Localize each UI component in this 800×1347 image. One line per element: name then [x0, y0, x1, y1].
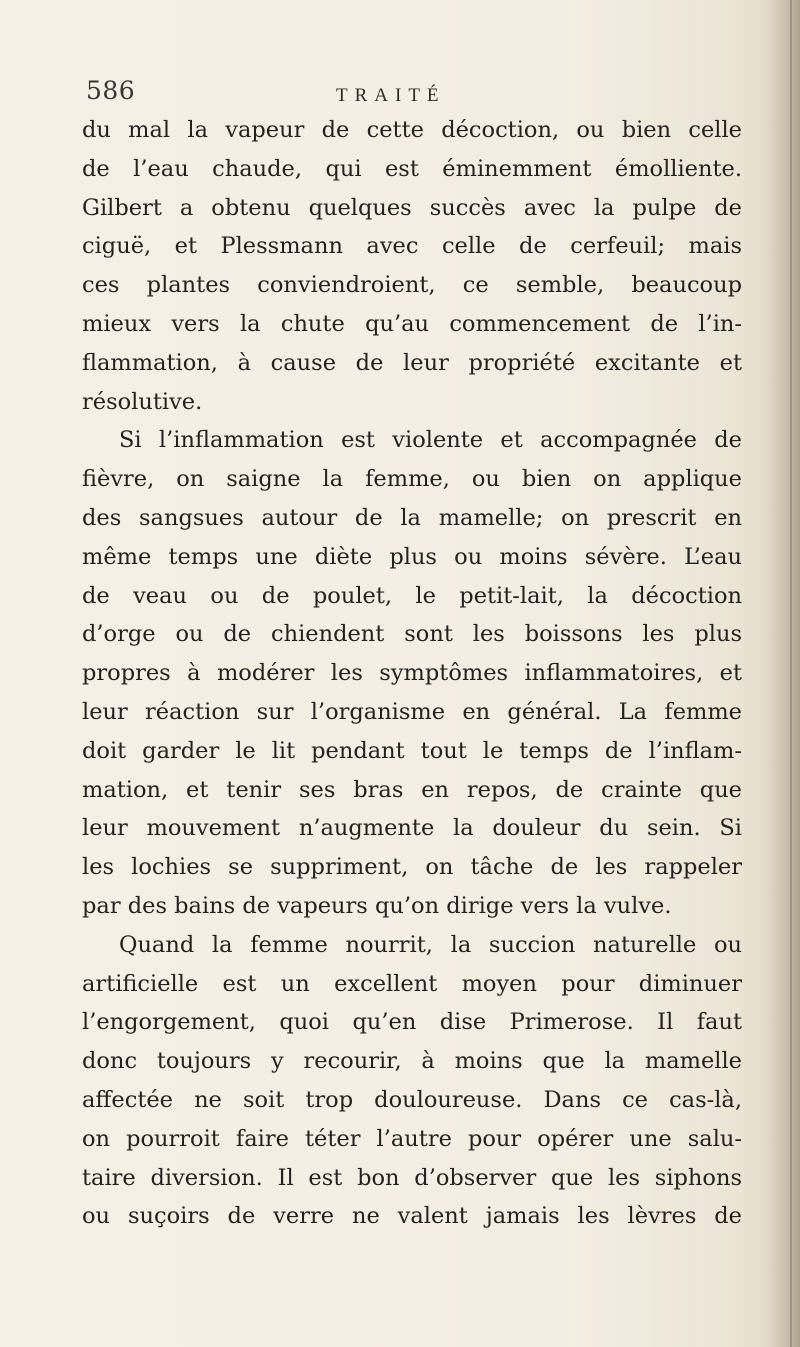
text-line: du mal la vapeur de cette décoction, ou bien celle: [82, 117, 742, 143]
text-line: affectée ne soit trop douloureuse. Dans ce cas-là,: [82, 1086, 742, 1113]
text-line: d’orge ou de chiendent sont les boissons les plus: [82, 621, 742, 648]
text-line: par des bains de vapeurs qu’on dirige vers la vulve.: [82, 892, 672, 919]
text-line: mieux vers la chute qu’au commencement de l’in-: [82, 310, 742, 337]
text-line: Si l’inflammation est violente et accompagnée de: [119, 427, 742, 454]
text-line: résolutive.: [82, 388, 203, 415]
text-line: on pourroit faire téter l’autre pour opérer une salu-: [82, 1125, 742, 1152]
text-line: taire diversion. Il est bon d’observer que les siphons: [82, 1164, 742, 1191]
page-header: [82, 76, 742, 116]
text-line: même temps une diète plus ou moins sévère. L’eau: [82, 543, 742, 570]
text-line: leur mouvement n’augmente la douleur du sein. Si: [82, 815, 742, 842]
text-line: doit garder le lit pendant tout le temps de l’inflam-: [82, 737, 742, 764]
text-line: Gilbert a obtenu quelques succès avec la pulpe de: [82, 194, 742, 221]
text-line: ciguë, et Plessmann avec celle de cerfeuil; mais: [82, 233, 742, 260]
page-edge-shadow: [766, 0, 800, 1347]
text-line: artificielle est un excellent moyen pour diminuer: [82, 970, 742, 997]
page-edge-line: [790, 0, 792, 1347]
text-line: ces plantes conviendroient, ce semble, beaucoup: [82, 272, 742, 299]
running-title: TRAITÉ: [336, 85, 446, 106]
body-text: [82, 111, 742, 1236]
text-line: Quand la femme nourrit, la succion naturelle ou: [119, 931, 742, 958]
text-line: des sangsues autour de la mamelle; on prescrit en: [82, 504, 742, 531]
text-line: flammation, à cause de leur propriété excitante et: [82, 349, 742, 376]
text-line: fièvre, on saigne la femme, ou bien on applique: [82, 466, 742, 493]
text-line: l’engorgement, quoi qu’en dise Primerose. Il faut: [82, 1009, 742, 1036]
text-line: de veau ou de poulet, le petit-lait, la décoction: [82, 582, 742, 609]
page-number: 586: [86, 76, 136, 105]
text-line: donc toujours y recourir, à moins que la mamelle: [82, 1048, 742, 1075]
text-line: mation, et tenir ses bras en repos, de crainte que: [82, 776, 742, 803]
text-line: leur réaction sur l’organisme en général. La femme: [82, 698, 742, 725]
text-line: ou suçoirs de verre ne valent jamais les lèvres de: [82, 1203, 742, 1230]
text-line: les lochies se suppriment, on tâche de les rappeler: [82, 854, 742, 881]
text-line: propres à modérer les symptômes inflammatoires, et: [82, 660, 742, 687]
text-line: de l’eau chaude, qui est éminemment émolliente.: [82, 155, 742, 182]
